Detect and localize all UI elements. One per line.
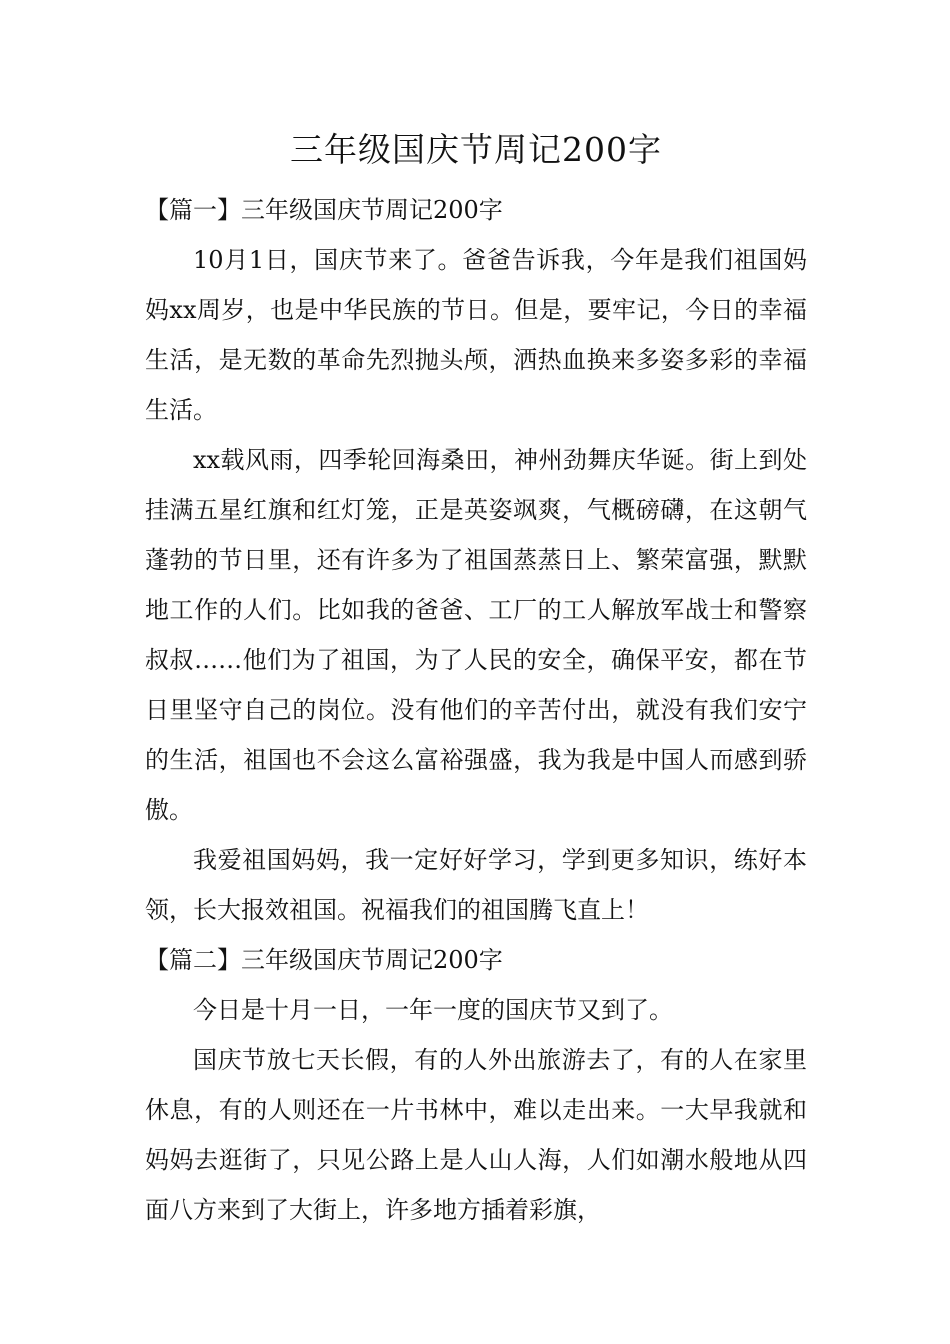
paragraph: 国庆节放七天长假，有的人外出旅游去了，有的人在家里休息，有的人则还在一片书林中，难以走出来。一大早我就和妈妈去逛街了，只见公路上是人山人海，人们如潮水般地从四面八方来到了大街上，许多地方插着彩旗， <box>145 1046 807 1224</box>
section-2 <box>145 935 807 1235</box>
section-1 <box>145 185 807 935</box>
document-title: 三年级国庆节周记200字 <box>290 130 662 169</box>
paragraph: xx载风雨，四季轮回海桑田，神州劲舞庆华诞。街上到处挂满五星红旗和红灯笼，正是英姿飒爽，气概磅礴，在这朝气蓬勃的节日里，还有许多为了祖国蒸蒸日上、繁荣富强，默默地工作的人们。比如我的爸爸、工厂的工人解放军战士和警察叔叔……他们为了祖国，为了人民的安全，确保平安，都在节日里坚守自己的岗位。没有他们的辛苦付出，就没有我们安宁的生活，祖国也不会这么富裕强盛，我为我是中国人而感到骄傲。 <box>145 446 807 824</box>
paragraph: 10月1日，国庆节来了。爸爸告诉我，今年是我们祖国妈妈xx周岁，也是中华民族的节日。但是，要牢记，今日的幸福生活，是无数的革命先烈抛头颅，洒热血换来多姿多彩的幸福生活。 <box>145 246 807 424</box>
document-page <box>145 125 807 1235</box>
section-heading: 【篇二】三年级国庆节周记200字 <box>145 946 503 974</box>
section-heading: 【篇一】三年级国庆节周记200字 <box>145 196 503 224</box>
paragraph: 今日是十月一日，一年一度的国庆节又到了。 <box>193 996 673 1024</box>
paragraph: 我爱祖国妈妈，我一定好好学习，学到更多知识，练好本领，长大报效祖国。祝福我们的祖国腾飞直上！ <box>145 846 807 924</box>
